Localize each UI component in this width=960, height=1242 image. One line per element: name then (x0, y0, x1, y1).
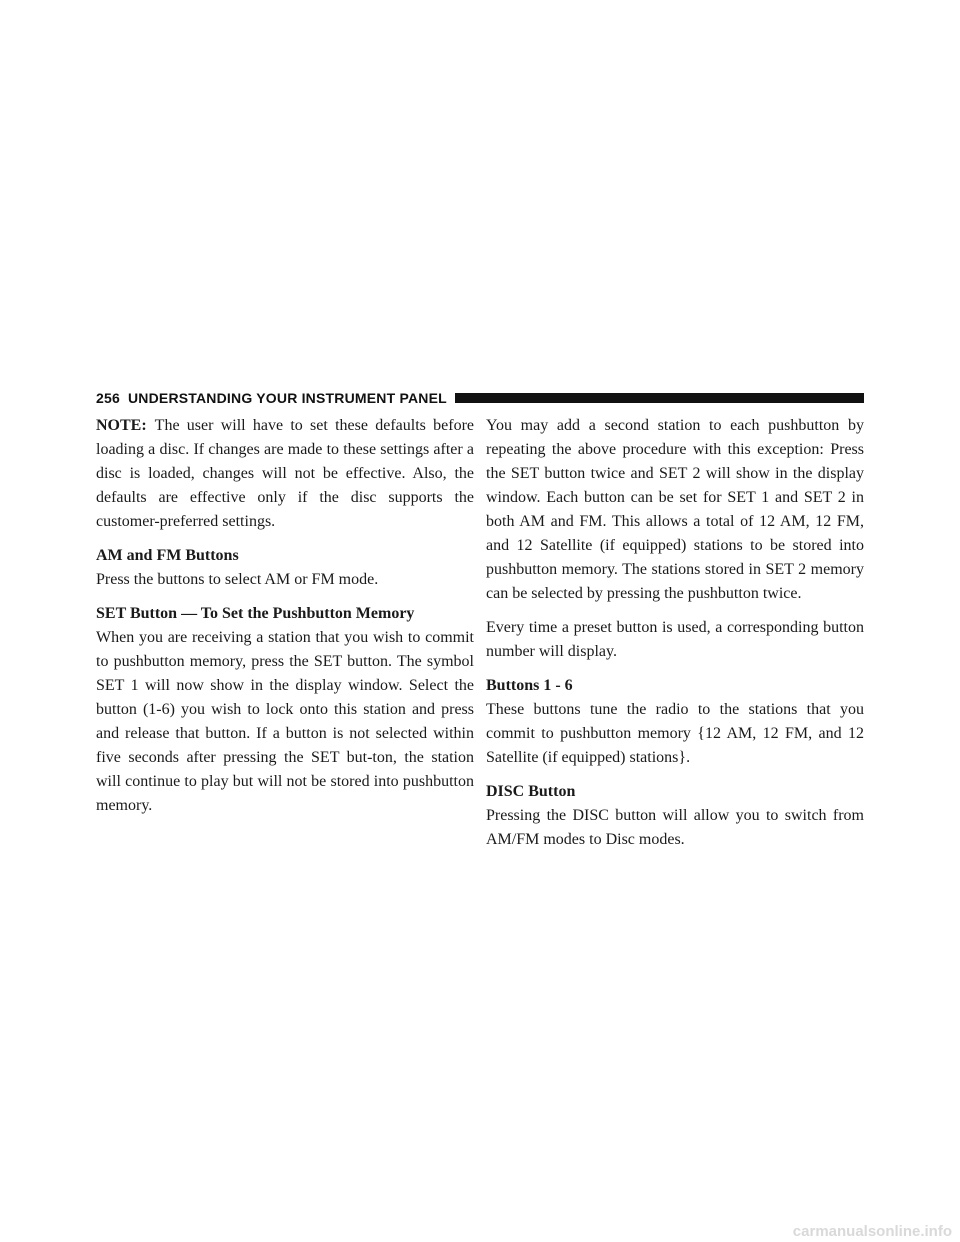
buttons-1-6-heading: Buttons 1 - 6 (486, 677, 573, 694)
am-fm-text: Press the buttons to select AM or FM mode. (96, 571, 379, 588)
set-button-text: When you are receiving a station that you wish to commit to pushbutton memory, press the SET button. The symbol SET 1 will now show in the display window. Select the button (1-6) you wish to lock onto this station and press and release that button. If a button is not selected within five seconds after pressing the SET but-ton, the station will continue to play but will not be stored into pushbutton memory. (96, 629, 474, 814)
disc-button-text: Pressing the DISC button will allow you to switch from AM/FM modes to Disc modes. (486, 807, 864, 848)
am-fm-heading: AM and FM Buttons (96, 547, 239, 564)
page-header (96, 388, 864, 408)
note-label: NOTE: (96, 417, 147, 434)
note-paragraph (96, 414, 474, 534)
preset-text: Every time a preset button is used, a corresponding button number will display. (486, 619, 864, 660)
section-title: UNDERSTANDING YOUR INSTRUMENT PANEL (127, 390, 447, 406)
second-station-text: You may add a second station to each pushbutton by repeating the above procedure with this exception: Press the SET button twice and SET 2 will show in the display window. Each button can be set for SET 1 and SET 2 in both AM and FM. This allows a total of 12 AM, 12 FM, and 12 Satellite (if equipped) stations to be stored into pushbutton memory. The stations stored in SET 2 memory can be selected by pressing the pushbutton twice. (486, 417, 864, 602)
header-rule-bar (455, 393, 864, 403)
right-column (486, 414, 864, 862)
set-button-heading: SET Button — To Set the Pushbutton Memory (96, 605, 415, 622)
left-column (96, 414, 474, 862)
disc-button-heading: DISC Button (486, 783, 576, 800)
page-number: 256 (96, 390, 120, 406)
buttons-1-6-text: These buttons tune the radio to the stations that you commit to pushbutton memory {12 AM, 12 FM, and 12 Satellite (if equipped) stations}. (486, 701, 864, 766)
note-text: The user will have to set these defaults before loading a disc. If changes are made to these settings after a disc is loaded, changes will not be effective. Also, the defaults are effective only if the disc supports the customer-preferred settings. (96, 417, 474, 530)
watermark: carmanualsonline.info (792, 1223, 952, 1240)
content-columns (96, 414, 864, 862)
